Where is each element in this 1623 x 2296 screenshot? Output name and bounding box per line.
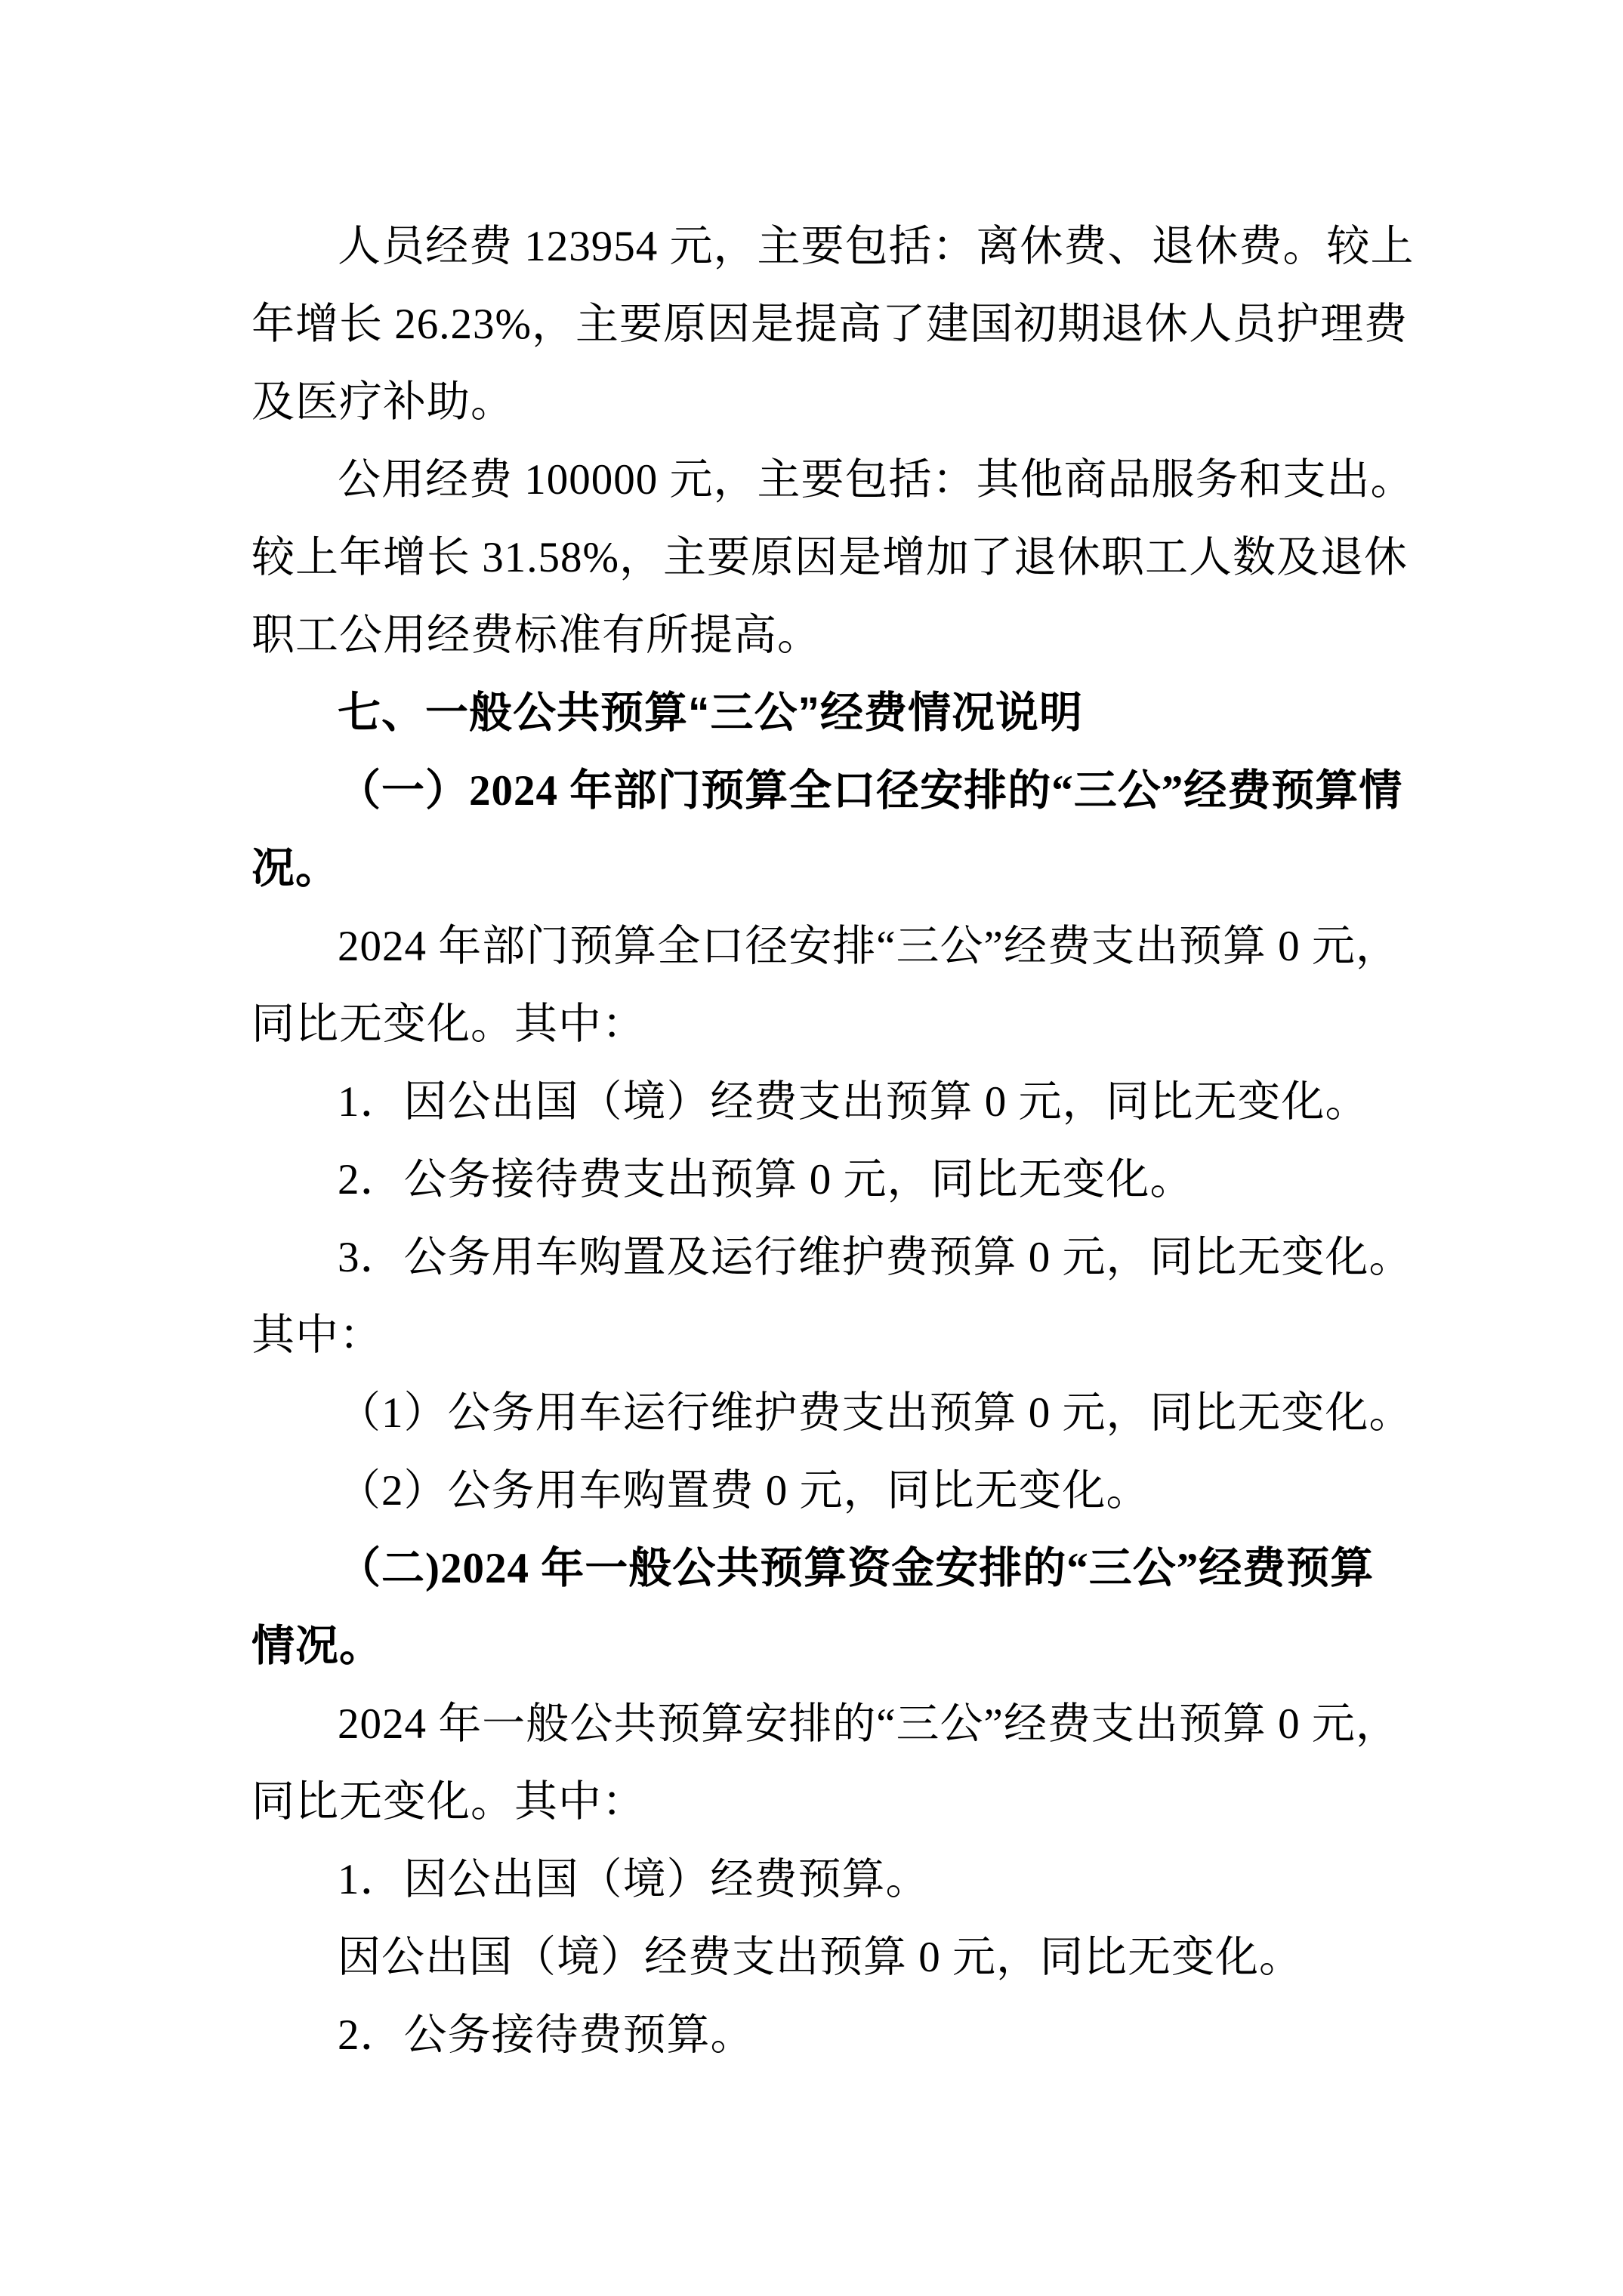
doc-line: 1．因公出国（境）经费预算。: [338, 1856, 930, 1903]
doc-line: 人员经费 123954 元，主要包括：离休费、退休费。较上: [338, 223, 1415, 270]
doc-line: 2024 年部门预算全口径安排“三公”经费支出预算 0 元，: [338, 923, 1399, 970]
doc-line: 职工公用经费标准有所提高。: [251, 612, 821, 659]
doc-line: （2）公务用车购置费 0 元，同比无变化。: [338, 1467, 1150, 1515]
doc-line: 2．公务接待费预算。: [338, 2011, 754, 2059]
doc-line: 其中：: [251, 1311, 383, 1359]
doc-line: 因公出国（境）经费支出预算 0 元，同比无变化。: [338, 1934, 1303, 1981]
doc-line: 公用经费 100000 元，主要包括：其他商品服务和支出。: [338, 456, 1415, 504]
doc-line: 同比无变化。其中：: [251, 1000, 646, 1048]
subsection-heading: （一）2024 年部门预算全口径安排的“三公”经费预算情: [338, 767, 1403, 815]
doc-line: 及医疗补助。: [251, 378, 514, 426]
doc-line: 同比无变化。其中：: [251, 1778, 646, 1826]
subsection-heading-continuation: 况。: [251, 845, 339, 892]
doc-line: 1．因公出国（境）经费支出预算 0 元，同比无变化。: [338, 1078, 1369, 1126]
doc-line: 3．公务用车购置及运行维护费预算 0 元，同比无变化。: [338, 1234, 1413, 1281]
doc-line: 较上年增长 31.58%，主要原因是增加了退休职工人数及退休: [251, 534, 1408, 581]
doc-line: 年增长 26.23%，主要原因是提高了建国初期退休人员护理费: [251, 300, 1408, 348]
doc-line: （1）公务用车运行维护费支出预算 0 元，同比无变化。: [338, 1389, 1413, 1437]
doc-line: 2024 年一般公共预算安排的“三公”经费支出预算 0 元，: [338, 1700, 1399, 1748]
section-heading: 七、一般公共预算“三公”经费情况说明: [338, 689, 1083, 737]
doc-line: 2．公务接待费支出预算 0 元，同比无变化。: [338, 1156, 1194, 1203]
subsection-heading-continuation: 情况。: [251, 1623, 383, 1670]
subsection-heading: （二)2024 年一般公共预算资金安排的“三公”经费预算: [338, 1545, 1375, 1592]
